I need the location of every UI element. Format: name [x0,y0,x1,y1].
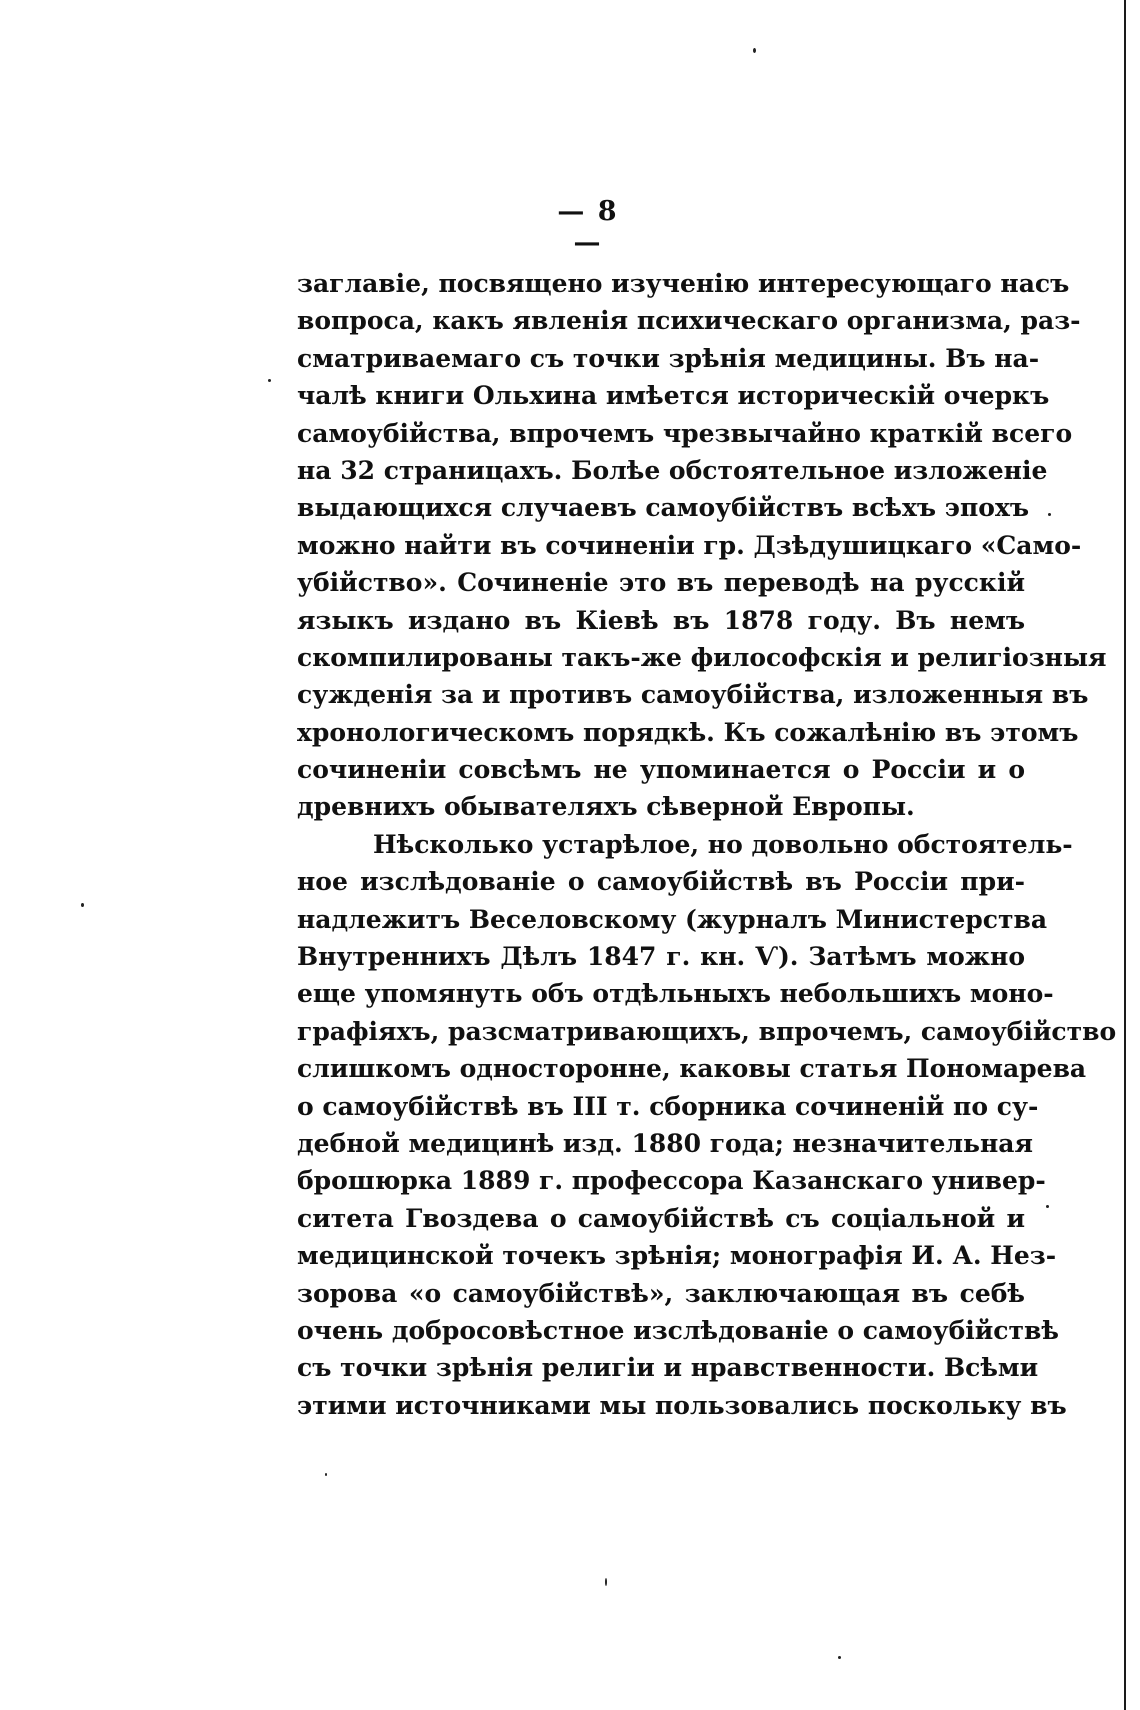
text-line: древнихъ обывателяхъ сѣверной Европы. [297,792,915,822]
text-line: на 32 страницахъ. Болѣе обстоятельное изложеніе [297,455,1048,485]
scan-speck [1046,1205,1049,1208]
text-line: чалѣ книги Ольхина имѣется историческій очеркъ [297,381,1050,411]
text-line: брошюрка 1889 г. профессора Казанскаго универ- [297,1166,1046,1196]
text-line: графіяхъ, разсматривающихъ, впрочемъ, самоубійство [297,1016,1117,1046]
text-line: Внутреннихъ Дѣлъ 1847 г. кн. Ѵ). Затѣмъ можно [297,942,1025,972]
text-line: хронологическомъ порядкѣ. Къ сожалѣнію въ этомъ [297,717,1079,747]
text-line: еще упомянуть объ отдѣльныхъ небольшихъ моно- [297,979,1054,1009]
page-edge-rule [1124,0,1126,1710]
text-line: надлежитъ Веселовскому (журналъ Министерства [297,904,1048,934]
text-line: заглавіе, посвящено изученію интересующаго насъ [297,269,1070,298]
text-line: вопроса, какъ явленія психическаго организма, раз- [297,306,1081,336]
text-line: можно найти въ сочиненіи гр. Дзѣдушицкаго «Само- [297,530,1082,560]
text-line: самоубійства, впрочемъ чрезвычайно краткій всего [297,418,1073,448]
text-line: выдающихся случаевъ самоубійствъ всѣхъ эпохъ [297,493,1030,523]
scan-speck [268,379,271,382]
text-line: сужденія за и противъ самоубійства, изложенныя въ [297,680,1089,710]
text-line: о самоубійствѣ въ III т. сборника сочиненій по су- [297,1091,1039,1121]
text-line: этими источниками мы пользовались поскольку въ [297,1390,1067,1420]
text-line: сочиненіи совсѣмъ не упоминается о Россіи и о [297,755,1025,785]
text-line: сматриваемаго съ точки зрѣнія медицины. Въ на- [297,343,1040,373]
text-line: ное изслѣдованіе о самоубійствѣ въ Россіи при- [297,867,1025,897]
text-line: очень добросовѣстное изслѣдованіе о самоубійствѣ [297,1315,1059,1345]
text-line: слишкомъ односторонне, каковы статья Пономарева [297,1054,1087,1084]
text-line: зорова «о самоубійствѣ», заключающая въ себѣ [297,1278,1025,1308]
text-line: съ точки зрѣнія религіи и нравственности. Всѣми [297,1353,1039,1383]
text-line: убійство». Сочиненіе это въ переводѣ на русскій [297,568,1025,598]
text-line: языкъ издано въ Кіевѣ въ 1878 году. Въ немъ [297,605,1025,635]
text-line: дебной медицинѣ изд. 1880 года; незначительная [297,1128,1033,1158]
page-number: — 8 — [557,196,619,258]
text-line: ситета Гвоздева о самоубійствѣ съ соціальной и [297,1203,1025,1233]
body-text [297,265,1117,1424]
scan-speck [605,1578,607,1586]
text-line: медицинской точекъ зрѣнія; монографія И. А. Нез- [297,1241,1057,1271]
scan-speck [81,903,84,907]
text-line: скомпилированы такъ-же философскія и религіозныя [297,642,1107,672]
scan-speck [1048,513,1051,516]
scan-speck [838,1656,841,1659]
scan-speck [753,48,756,53]
scan-speck [325,1473,327,1476]
text-line: Нѣсколько устарѣлое, но довольно обстоятель- [373,829,1073,859]
